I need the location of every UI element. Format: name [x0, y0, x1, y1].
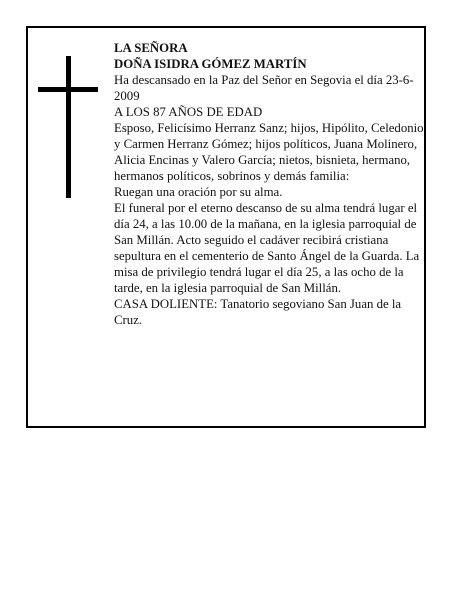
obituary-text [114, 40, 424, 328]
cross-vertical-bar [66, 56, 71, 198]
prayer-request: Ruegan una oración por su alma. [114, 185, 283, 199]
casa-doliente: CASA DOLIENTE: Tanatorio segoviano San Juan de la Cruz. [114, 297, 402, 327]
family-list: Esposo, Felicísimo Herranz Sanz; hijos, Hipólito, Celedonio y Carmen Herranz Gómez; hijos políticos, Juana Molinero, Alicia Encinas y Valero García; nietos, bisnieta, hermano, hermanos políticos, sobrinos y demás familia: [114, 121, 424, 183]
age-line: A LOS 87 AÑOS DE EDAD [114, 105, 263, 119]
cross-icon [38, 56, 98, 198]
title-line: LA SEÑORA [114, 41, 188, 55]
funeral-details: El funeral por el eterno descanso de su alma tendrá lugar el día 24, a las 10.00 de la mañana, en la iglesia parroquial de San Millán. Acto seguido el cadáver recibirá cristiana sepultura en el cementerio de Santo Ángel de la Guarda. La misa de privilegio tendrá lugar el día 25, a las ocho de la tarde, en la iglesia parroquial de San Millán. [114, 201, 420, 295]
obituary-card [26, 26, 426, 428]
deceased-name: DOÑA ISIDRA GÓMEZ MARTÍN [114, 57, 307, 71]
rest-statement: Ha descansado en la Paz del Señor en Segovia el día 23-6-2009 [114, 73, 414, 103]
cross-horizontal-bar [38, 87, 98, 92]
